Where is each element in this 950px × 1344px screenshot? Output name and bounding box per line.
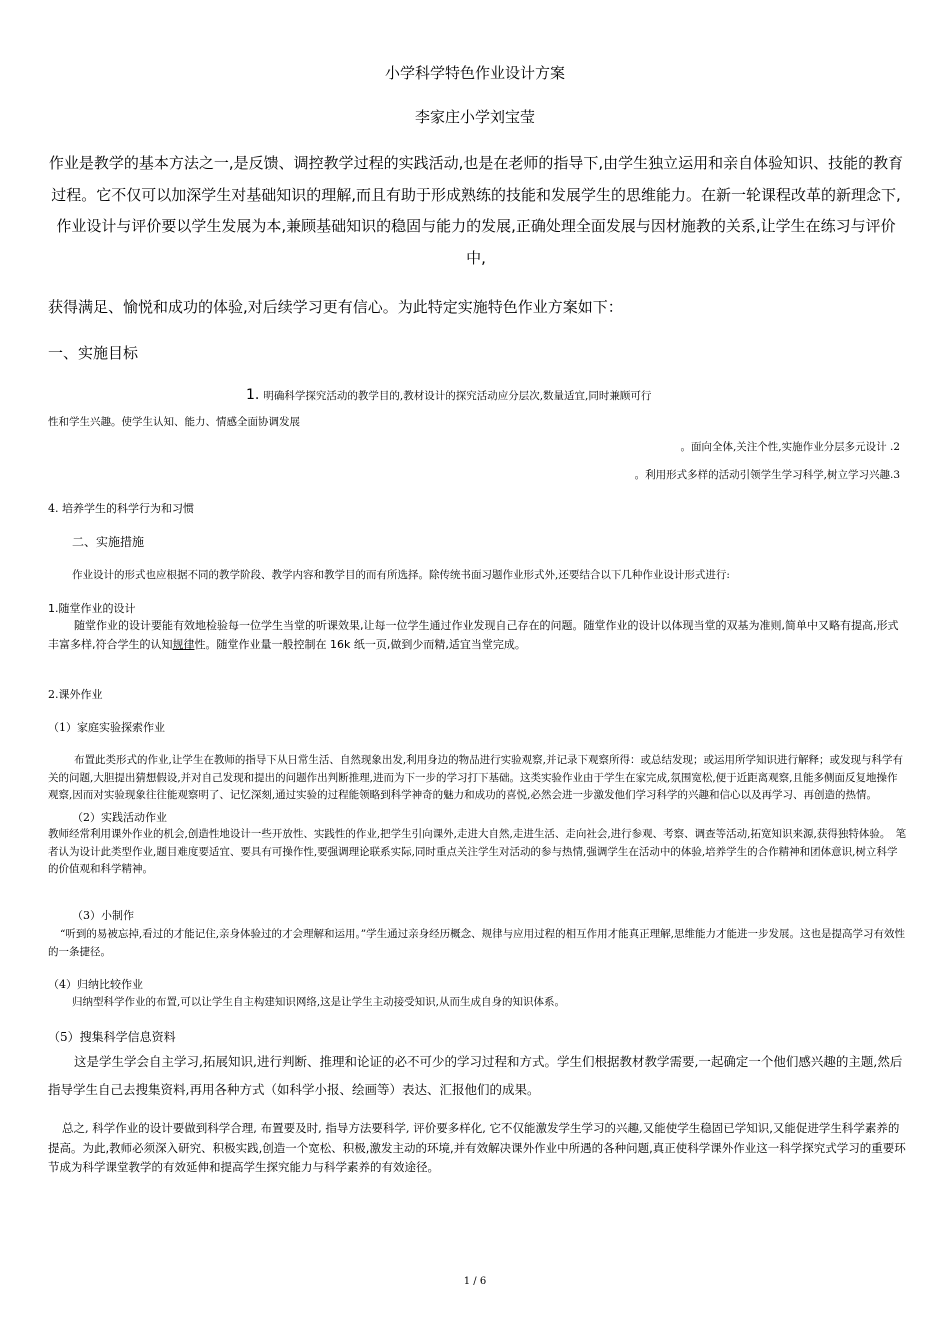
section-heading-measures: 二、实施措施 bbox=[72, 535, 145, 549]
in-class-text-a: 随堂作业的设计要能有效地检验每一位学生当堂的听课效果,让每一位学生通过作业发现自己存在的问题。随堂作业的设计以体现当堂的双基为准则,简单中又略有提高,形式丰富多样,符合学生的认知 bbox=[48, 619, 899, 651]
goal-1-line-2: 性和学生兴趣。使学生认知、能力、情感全面协调发展 bbox=[48, 416, 300, 428]
intro-continued: 获得满足、愉悦和成功的体验,对后续学习更有信心。为此特定实施特色作业方案如下： bbox=[48, 298, 623, 316]
in-class-paragraph bbox=[48, 616, 904, 654]
design-intro-paragraph: 作业设计的形式也应根据不同的教学阶段、教学内容和教学目的而有所选择。除传统书面习题作业形式外,还要结合以下几种作业设计形式进行: bbox=[72, 569, 730, 581]
goal-1-number: 1. bbox=[246, 387, 260, 403]
intro-paragraph: 作业是教学的基本方法之一,是反馈、调控教学过程的实践活动,也是在老师的指导下,由学生独立运用和亲自体验知识、技能的教育过程。它不仅可以加深学生对基础知识的理解,而且有助于形成熟练的技能和发展学生的思维能力。在新一轮课程改革的新理念下,作业设计与评价要以学生发展为本,兼顾基础知识的稳固与能力的发展,正确处理全面发展与因材施教的关系,让学生在练习与评价中, bbox=[48, 154, 904, 267]
section-heading-goals: 一、实施目标 bbox=[48, 344, 139, 362]
goal-1-line-1 bbox=[246, 387, 651, 403]
subsection-heading-homework: 2.课外作业 bbox=[48, 688, 103, 701]
homework-5-paragraph: 这是学生学会自主学习,拓展知识,进行判断、推理和论证的必不可少的学习过程和方式。学生们根据教材教学需要,一起确定一个他们感兴趣的主题,然后指导学生自己去搜集资料,再用各种方式（如科学小报、绘画等）表达、汇报他们的成果。 bbox=[48, 1054, 903, 1097]
in-class-text-underlined: 规律 bbox=[172, 638, 195, 651]
page-indicator: 1 / 6 bbox=[463, 1276, 487, 1287]
homework-3-paragraph: “听到的易被忘掉,看过的才能记住,亲身体验过的才会理解和运用。”学生通过亲身经历概念、规律与应用过程的相互作用才能真正理解,思维能力才能进一步发展。这也是提高学习有效性的一条捷径。 bbox=[48, 928, 905, 958]
document-author: 李家庄小学刘宝莹 bbox=[414, 108, 535, 126]
goal-3: 。利用形式多样的活动引领学生学习科学,树立学习兴趣.3 bbox=[634, 469, 900, 481]
homework-4-heading: （4）归纳比较作业 bbox=[48, 978, 143, 991]
homework-1-paragraph: 布置此类形式的作业,让学生在教师的指导下从日常生活、自然现象出发,利用身边的物品进行实验观察,并记录下观察所得：或总结发现；或运用所学知识进行解释；或发现与科学有关的问题,大胆提出猜想假设,并对自己发现和提出的问题作出判断推理,进而为下一步的学习打下基础。这类实验作业由于学生在家完成,氛围宽松,便于近距离观察,且能多侧面反复地操作观察,因而对实验现象往往能观察明了、记忆深刻,通过实验的过程能领略到科学神奇的魅力和成功的喜悦,必然会进一步激发他们学习科学的兴趣和信心以及再学习、再创造的热情。 bbox=[48, 754, 904, 801]
in-class-text-b: 性。随堂作业量一般控制在 16k 纸一页,做到少而精,适宜当堂完成。 bbox=[194, 638, 526, 651]
subsection-heading-in-class: 1.随堂作业的设计 bbox=[48, 602, 136, 615]
homework-2-paragraph: 教师经常利用课外作业的机会,创造性地设计一些开放性、实践性的作业,把学生引向课外,走进大自然,走进生活、走向社会,进行参观、考察、调查等活动,拓宽知识来源,获得独特体验。 笔者认为设计此类型作业,题目难度要适宜、要具有可操作性,要强调理论联系实际,同时重点关注学生对活动的参与热情,强调学生在活动中的体验,培养学生的合作精神和团体意识,树立科学的价值观和科学精神。 bbox=[48, 828, 907, 875]
homework-2-heading: （2）实践活动作业 bbox=[72, 811, 167, 824]
goal-1-text: 明确科学探究活动的教学目的,教材设计的探究活动应分层次,数量适宜,同时兼顾可行 bbox=[263, 390, 652, 402]
homework-5-heading: （5）搜集科学信息资料 bbox=[48, 1030, 176, 1044]
homework-1-heading: （1）家庭实验探索作业 bbox=[48, 721, 165, 734]
homework-3-heading: （3）小制作 bbox=[72, 909, 134, 922]
goal-2: 。面向全体,关注个性,实施作业分层多元设计 .2 bbox=[680, 441, 900, 453]
document-title: 小学科学特色作业设计方案 bbox=[384, 64, 565, 82]
summary-text-b: 又能使学生稳固已学知识,又能促进学生科学素养的提高。为此,教师必须深入研究、积极实践,创造一个宽松、积极,激发主动的环境,并有效解决课外作业中所遇的各种问题,真正使科学课外作业这一科学探究式学习的重要环节成为科学课堂教学的有效延伸和提高学生探究能力与科学素养的有效途径。 bbox=[48, 1121, 906, 1174]
goal-4: 4. 培养学生的科学行为和习惯 bbox=[48, 502, 194, 515]
summary-paragraph bbox=[48, 1119, 908, 1178]
homework-4-paragraph: 归纳型科学作业的布置,可以让学生自主构建知识网络,这是让学生主动接受知识,从而生成自身的知识体系。 bbox=[72, 996, 566, 1008]
summary-text-a: 总之, 科学作业的设计要做到科学合理, 布置要及时, 指导方法要科学, 评价要多样化, 它不仅能激发学生学习的兴趣, bbox=[62, 1121, 643, 1135]
